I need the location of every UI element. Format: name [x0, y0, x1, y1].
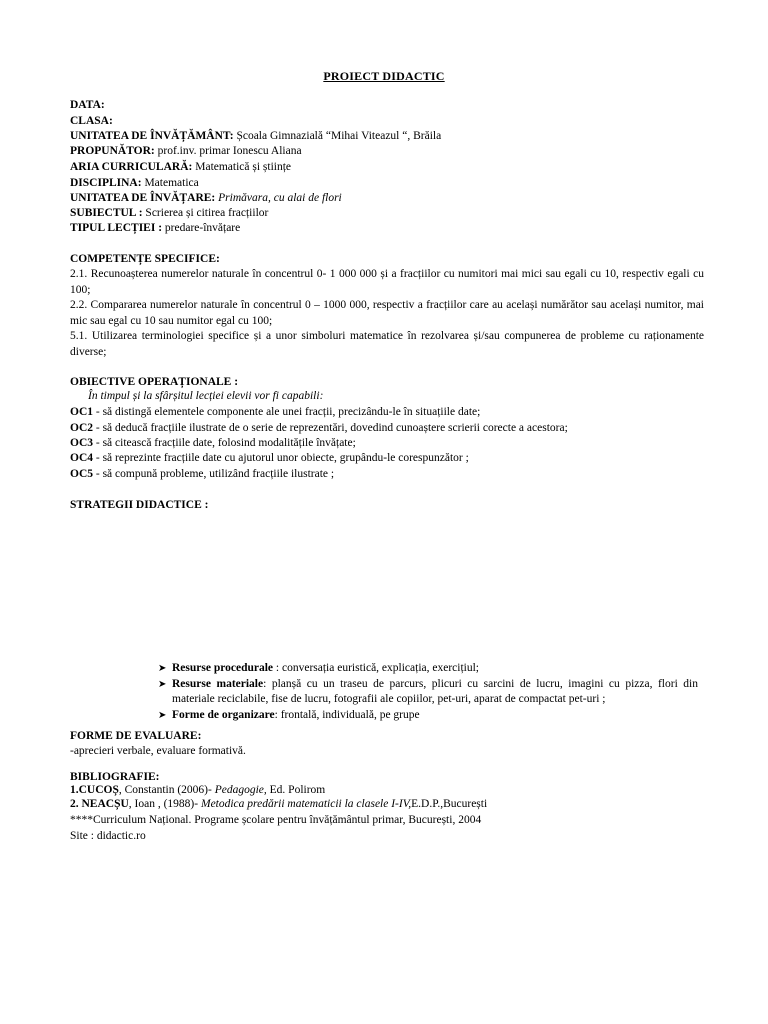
competenta-item: 2.1. Recunoașterea numerelor naturale în concentrul 0- 1 000 000 și a fracțiilor cu numitori mai mici sau egali cu 10, respectiv egali cu 100; — [70, 268, 704, 296]
obiective-intro: În timpul și la sfârșitul lecției elevii vor fi capabili: — [88, 390, 324, 402]
aria-label: ARIA CURRICULARĂ: — [70, 161, 193, 173]
evaluare-text: -aprecieri verbale, evaluare formativă. — [70, 745, 246, 757]
bibliography-entry-3: ****Curriculum Național. Programe școlare pentru învățământul primar, București, 2004 — [70, 814, 482, 826]
site-reference: Site : didactic.ro — [70, 830, 146, 842]
objective-text: - să deducă fracțiile ilustrate de o serie de reprezentări, dovedind cunoaștere scrierii corecte a acestora; — [93, 422, 568, 434]
subiectul-value: Scrierea și citirea fracțiilor — [145, 207, 269, 219]
arrowhead-bullet-icon: ➤ — [158, 678, 167, 690]
objective-code: OC4 — [70, 452, 93, 464]
bib-author: 2. NEACȘU — [70, 798, 129, 810]
bib-publisher: E.D.P.,București — [411, 798, 488, 810]
unitate-value: Școala Gimnazială “Mihai Viteazul “, Brăila — [233, 130, 442, 142]
propunator-value: prof.inv. primar Ionescu Aliana — [154, 145, 302, 157]
unitate-invatare-value: Primăvara, cu alai de flori — [215, 192, 342, 204]
objective-oc5 — [70, 467, 704, 482]
subiectul-field — [70, 206, 704, 221]
strategii-heading: STRATEGII DIDACTICE : — [70, 499, 209, 511]
list-item — [158, 677, 698, 708]
unitate-label: UNITATEA DE ÎNVĂȚĂMÂNT: — [70, 130, 234, 142]
tipul-label: TIPUL LECȚIEI : — [70, 222, 163, 234]
disciplina-field — [70, 176, 704, 191]
list-item — [158, 661, 698, 677]
objective-oc3 — [70, 436, 704, 451]
competente-heading: COMPETENȚE SPECIFICE: — [70, 253, 220, 265]
objective-code: OC2 — [70, 422, 93, 434]
propunator-label: PROPUNĂTOR: — [70, 145, 155, 157]
competenta-item: 5.1. Utilizarea terminologiei specifice și a unor simboluri matematice în rezolvarea și/sau compunerea de probleme cu raționamente diverse; — [70, 330, 704, 358]
bib-author: 1.CUCOȘ — [70, 784, 119, 796]
strategy-text: : frontală, individuală, pe grupe — [274, 708, 420, 721]
strategy-label: Resurse procedurale — [172, 662, 274, 674]
aria-value: Matematică și științe — [192, 161, 292, 173]
objective-text: - să distingă elementele componente ale unei fracții, precizându-le în situațiile date; — [93, 406, 481, 418]
evaluare-heading: FORME DE EVALUARE: — [70, 730, 202, 742]
disciplina-value: Matematica — [141, 177, 199, 189]
document-title: PROIECT DIDACTIC — [323, 69, 445, 83]
bib-publisher: Ed. Polirom — [266, 784, 326, 796]
objective-code: OC1 — [70, 406, 93, 418]
obiective-heading: OBIECTIVE OPERAȚIONALE : — [70, 376, 239, 388]
bib-title: Pedagogie, — [214, 784, 267, 796]
arrowhead-bullet-icon: ➤ — [158, 663, 167, 674]
unitate-invatare-label: UNITATEA DE ÎNVĂȚARE: — [70, 192, 216, 204]
bib-details: , Ioan , (1988)- — [128, 798, 201, 810]
competenta-item: 2.2. Compararea numerelor naturale în concentrul 0 – 1000 000, respectiv a fracțiilor care au același numărător sau același numitor, mai mic sau egal cu 10 sau numitor egal cu 100; — [70, 299, 704, 327]
objective-oc2 — [70, 421, 704, 436]
unitate-field — [70, 129, 704, 144]
list-item — [158, 708, 698, 724]
bib-title: Metodica predării matematicii la clasele I-IV, — [200, 798, 412, 810]
bibliography-entry-2 — [70, 797, 704, 812]
objective-text: - să reprezinte fracțiile date cu ajutorul unor obiecte, grupându-le corespunzător ; — [93, 452, 469, 464]
objective-text: - să citească fracțiile date, folosind modalitățile învățate; — [93, 437, 356, 449]
tipul-value: predare-învățare — [162, 222, 241, 234]
clasa-label: CLASA: — [70, 115, 113, 127]
arrowhead-bullet-icon: ➤ — [158, 709, 167, 721]
tipul-field — [70, 221, 704, 236]
objective-text: - să compună probleme, utilizând fracțiile ilustrate ; — [93, 468, 335, 480]
objective-oc4 — [70, 451, 704, 466]
bibliography-entry-1 — [70, 783, 704, 798]
strategy-text: : conversația euristică, explicația, exercițiul; — [273, 662, 479, 674]
aria-field — [70, 160, 704, 175]
strategy-text: : planșă cu un traseu de parcurs, plicuri cu sarcini de lucru, imagini cu pizza, flori din materiale reciclabile, fise de lucru, fotografii ale copiilor, pet-uri, aparat de compactat pet-uri ; — [172, 677, 698, 705]
objective-oc1 — [70, 405, 704, 420]
subiectul-label: SUBIECTUL : — [70, 207, 146, 219]
strategii-list — [158, 661, 698, 723]
propunator-field — [70, 144, 704, 159]
strategy-label: Resurse materiale — [172, 677, 264, 690]
objective-code: OC3 — [70, 437, 93, 449]
objective-code: OC5 — [70, 468, 93, 480]
data-label: DATA: — [70, 99, 105, 111]
disciplina-label: DISCIPLINA: — [70, 177, 142, 189]
bibliografie-heading: BIBLIOGRAFIE: — [70, 771, 160, 783]
bib-details: , Constantin (2006)- — [118, 784, 215, 796]
unitate-invatare-field — [70, 191, 704, 206]
strategy-label: Forme de organizare — [172, 708, 275, 721]
